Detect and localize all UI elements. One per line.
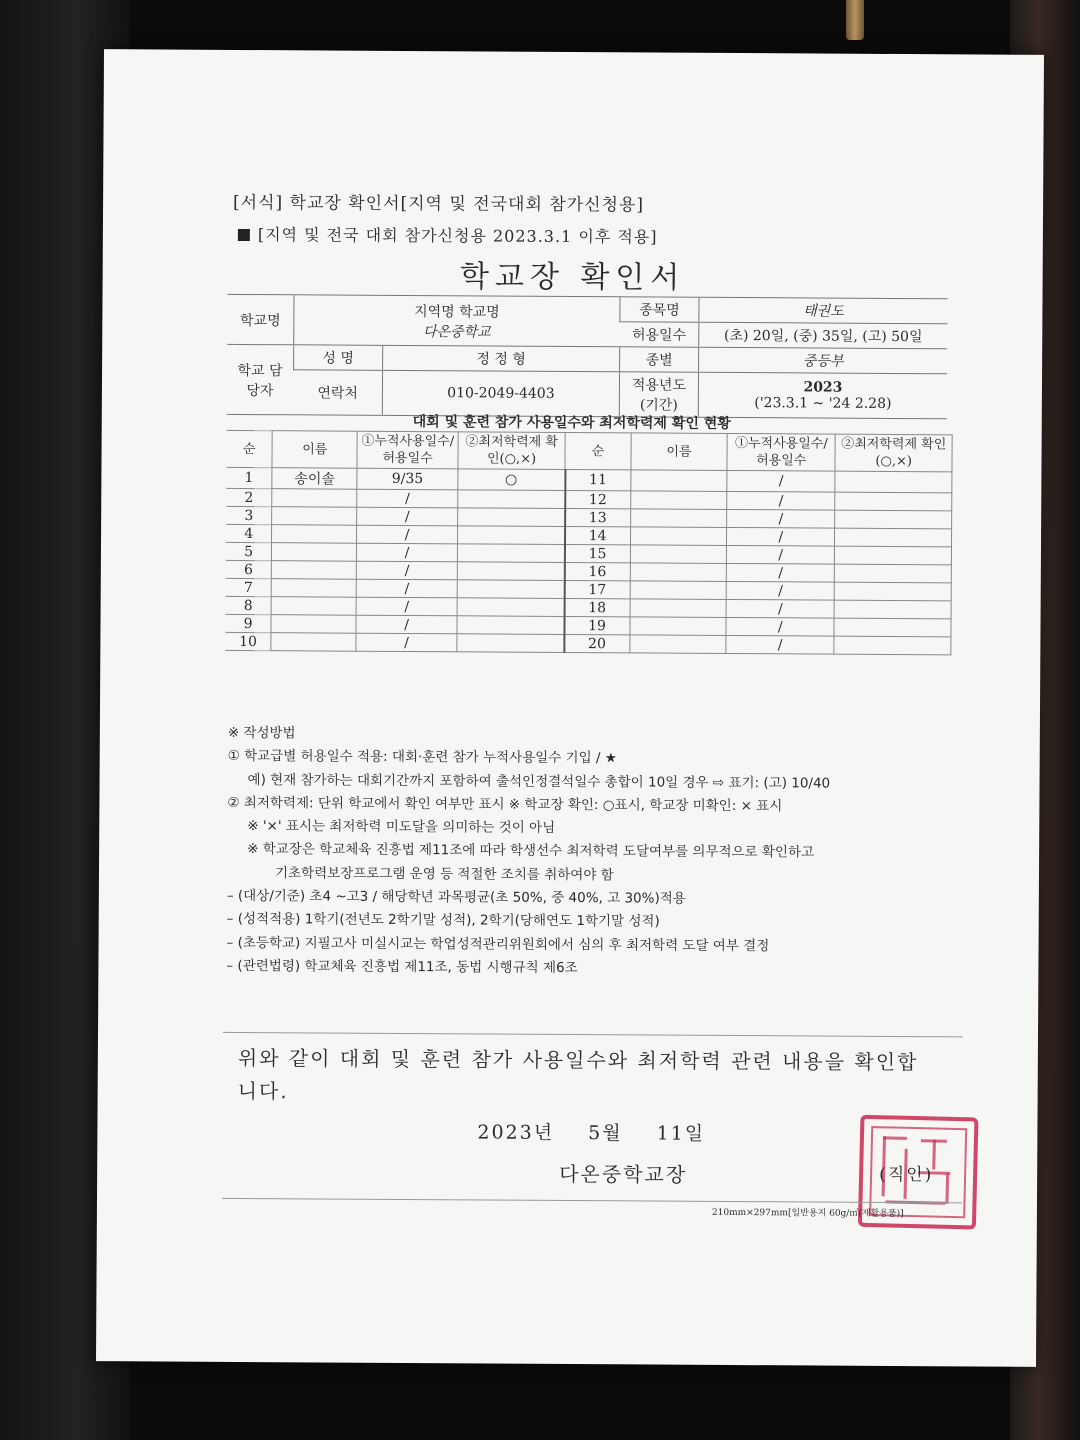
days-used: / xyxy=(727,470,835,492)
min-grade-check xyxy=(457,544,564,563)
document-title: 학교장 확인서 xyxy=(459,259,686,296)
notes-lines xyxy=(226,745,987,983)
min-grade-check: ○ xyxy=(458,469,565,491)
name-value: 정 정 형 xyxy=(383,345,620,371)
row-number: 11 xyxy=(565,469,631,490)
info-table xyxy=(227,294,948,419)
days-used: / xyxy=(357,489,458,508)
instruction-line: – (대상/기준) 초4 ~고3 / 해당학년 과목평균(초 50%, 중 40%, 고 30%)적용 xyxy=(226,887,686,907)
days-used: / xyxy=(727,527,835,546)
student-name xyxy=(630,599,727,618)
instruction-line: – (초등학교) 지필고사 미실시교는 학업성적관리위원회에서 심의 후 최저학력 도달 여부 결정 xyxy=(226,934,770,954)
sub-header xyxy=(238,222,658,248)
student-name xyxy=(272,525,357,544)
min-grade-check xyxy=(458,526,565,545)
row-number: 20 xyxy=(564,634,630,652)
days-used: / xyxy=(727,491,835,510)
type-label: 종별 xyxy=(620,347,699,372)
confirm-line-1: 위와 같이 대회 및 훈련 참가 사용일수와 최저학력 관련 내용을 확인합 xyxy=(237,1045,919,1075)
student-name xyxy=(272,543,357,562)
min-grade-check xyxy=(457,634,564,653)
writing-instructions xyxy=(226,722,988,983)
date-year: 2023년 xyxy=(477,1121,555,1144)
square-bullet-icon xyxy=(238,229,250,241)
days-used: / xyxy=(357,525,458,544)
row-number: 18 xyxy=(564,598,630,616)
school-label: 학교명 xyxy=(227,294,294,344)
sub-header-text: [지역 및 전국 대회 참가신청용 2023.3.1 이후 적용] xyxy=(257,225,658,247)
issue-date xyxy=(477,1117,731,1146)
student-name xyxy=(271,615,356,634)
min-grade-check xyxy=(458,490,565,509)
row-number: 6 xyxy=(226,560,272,578)
min-grade-check xyxy=(835,564,952,583)
min-grade-check xyxy=(835,528,952,547)
student-name: 송이솔 xyxy=(272,468,357,490)
student-name xyxy=(272,561,357,580)
instruction-line: ① 학교급별 허용일수 적용: 대회·훈련 참가 누적사용일수 기입 / ★ xyxy=(227,748,617,767)
usage-table xyxy=(225,430,952,655)
door-hinge xyxy=(846,0,864,40)
row-number: 7 xyxy=(226,578,272,596)
event-value: 태권도 xyxy=(699,297,948,324)
contact-value: 010-2049-4403 xyxy=(382,370,619,416)
col-header: 순 xyxy=(565,432,631,469)
col-header: ②최저학력제 확인(○,×) xyxy=(458,432,565,470)
instruction-line: – (성적적용) 1학기(전년도 2학기말 성적), 2학기(당해연도 1학기말 성적) xyxy=(226,911,660,930)
student-name xyxy=(630,509,727,528)
paper-spec: 210mm×297mm[일반용지 60g/㎡(재활용품)] xyxy=(711,1207,904,1220)
days-used: / xyxy=(356,615,457,634)
min-grade-check xyxy=(457,580,564,599)
school-name: 다온중학교 xyxy=(422,323,491,341)
row-number: 2 xyxy=(226,488,272,506)
student-name xyxy=(271,579,356,598)
seal-label: (직인) xyxy=(879,1164,934,1186)
student-name xyxy=(630,617,727,636)
period-value: ('23.3.1 ~ '24 2.28) xyxy=(754,395,892,412)
student-name xyxy=(630,545,727,564)
year-value: 2023 xyxy=(803,379,843,396)
divider xyxy=(223,1032,963,1038)
days-used: / xyxy=(357,507,458,526)
days-used: / xyxy=(356,561,457,580)
row-number: 17 xyxy=(564,580,630,598)
notes-heading: ※ 작성방법 xyxy=(227,724,296,742)
row-number: 3 xyxy=(226,506,272,524)
usage-section-title: 대회 및 훈련 참가 사용일수와 최저학력제 확인 현황 xyxy=(412,414,731,432)
instruction-line: – (관련법령) 학교체육 진흥법 제11조, 동법 시행규칙 제6조 xyxy=(226,957,578,977)
student-name xyxy=(272,489,357,508)
row-number: 16 xyxy=(564,562,630,580)
min-grade-check xyxy=(834,618,951,637)
min-grade-check xyxy=(457,598,564,617)
student-name xyxy=(630,581,727,600)
year-cell xyxy=(698,372,947,419)
student-name xyxy=(630,470,727,492)
form-header: [서식] 학교장 확인서[지역 및 전국대회 참가신청용] xyxy=(233,192,645,216)
event-label: 종목명 xyxy=(620,297,699,322)
usage-header-row xyxy=(226,430,952,471)
col-header: ②최저학력제 확인(○,×) xyxy=(835,434,952,472)
min-grade-check xyxy=(458,508,565,527)
document-page xyxy=(96,49,1044,1367)
col-header: ①누적사용일수/ 허용일수 xyxy=(727,433,835,471)
contact-label: 연락처 xyxy=(293,370,382,416)
instruction-line: 기초학력보장프로그램 운영 등 적절한 조치를 취하여야 함 xyxy=(274,864,614,884)
school-cell xyxy=(294,295,620,347)
usage-row xyxy=(225,632,951,654)
allowed-days-value: (초) 20일, (중) 35일, (고) 50일 xyxy=(699,322,948,349)
min-grade-check xyxy=(835,492,952,511)
days-used: / xyxy=(726,581,834,600)
type-value: 중등부 xyxy=(699,347,948,374)
instruction-line: ② 최저학력제: 단위 학교에서 확인 여부만 표시 ※ 학교장 확인: ○표시, 학교장 미확인: × 표시 xyxy=(227,794,783,815)
year-label: 적용년도 (기간) xyxy=(619,372,698,417)
days-used: / xyxy=(727,509,835,528)
days-used: / xyxy=(356,597,457,616)
days-used: 9/35 xyxy=(357,468,458,490)
confirm-line-2: 니다. xyxy=(237,1078,289,1104)
min-grade-check xyxy=(835,582,952,601)
date-month: 5월 xyxy=(588,1122,623,1145)
col-header: 순 xyxy=(226,430,272,467)
min-grade-check xyxy=(835,546,952,565)
student-name xyxy=(630,491,727,510)
min-grade-check xyxy=(457,562,564,581)
row-number: 9 xyxy=(225,614,271,632)
confirmation-statement xyxy=(238,1042,958,1112)
student-name xyxy=(630,635,727,654)
col-header: 이름 xyxy=(631,433,728,471)
min-grade-check xyxy=(835,471,952,493)
row-number: 8 xyxy=(226,596,272,614)
row-number: 15 xyxy=(564,544,630,562)
days-used: / xyxy=(727,545,835,564)
student-name xyxy=(272,507,357,526)
row-number: 12 xyxy=(565,490,631,508)
col-header: ①누적사용일수/ 허용일수 xyxy=(357,431,458,469)
bottom-divider xyxy=(222,1198,962,1204)
min-grade-check xyxy=(834,600,951,619)
days-used: / xyxy=(726,599,834,618)
row-number: 14 xyxy=(564,526,630,544)
school-region-label: 지역명 학교명 xyxy=(414,303,500,321)
instruction-line: ※ '×' 표시는 최저학력 미도달을 의미하는 것이 아님 xyxy=(247,818,556,837)
student-name xyxy=(271,597,356,616)
days-used: / xyxy=(357,543,458,562)
row-number: 10 xyxy=(225,632,271,650)
student-name xyxy=(630,527,727,546)
usage-body xyxy=(225,467,952,654)
name-label: 성 명 xyxy=(294,345,383,371)
student-name xyxy=(271,633,356,652)
row-number: 1 xyxy=(226,467,272,488)
min-grade-check xyxy=(835,510,952,529)
min-grade-check xyxy=(834,636,951,655)
days-used: / xyxy=(726,617,834,636)
days-used: / xyxy=(356,633,457,652)
row-number: 4 xyxy=(226,524,272,542)
days-used: / xyxy=(726,563,834,582)
row-number: 5 xyxy=(226,542,272,560)
min-grade-check xyxy=(457,616,564,635)
instruction-line: 예) 현재 참가하는 대회기간까지 포함하여 출석인정결석일수 총합이 10일 경우 ⇨ 표기: (고) 10/40 xyxy=(247,771,831,792)
student-name xyxy=(630,563,727,582)
row-number: 19 xyxy=(564,616,630,634)
days-used: / xyxy=(726,635,834,654)
date-day: 11일 xyxy=(656,1122,706,1145)
principal-title: 다온중학교장 xyxy=(559,1161,688,1187)
col-header: 이름 xyxy=(272,431,357,469)
days-used: / xyxy=(356,579,457,598)
row-number: 13 xyxy=(565,508,631,526)
allowed-days-label: 허용일수 xyxy=(620,322,699,347)
manager-label: 학교 담당자 xyxy=(227,344,294,414)
instruction-line: ※ 학교장은 학교체육 진흥법 제11조에 따라 학생선수 최저학력 도달여부를 의무적으로 확인하고 xyxy=(247,841,815,861)
